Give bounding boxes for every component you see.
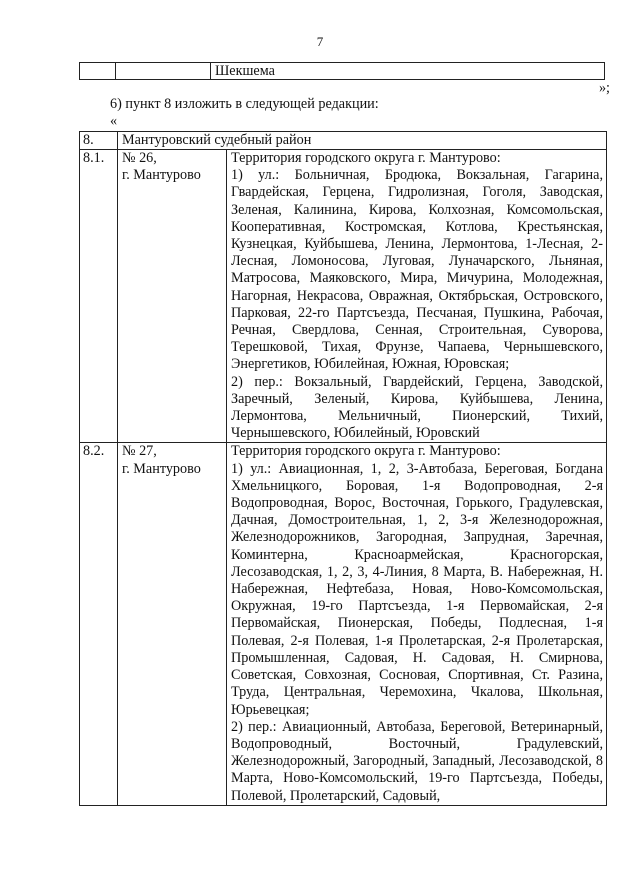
court-city: г. Мантурово bbox=[122, 167, 201, 184]
streets-list: 1) ул.: Больничная, Бродюка, Вокзальная, Гагарина, Гвардейская, Герцена, Гидролизная, Гоголя, Заводская, Зеленая, Калинина, Кирова, Колхозная, Комсомольская, Кооперативная, Костромская, Котлова, Крестьянская, Кузнецкая, Куйбышева, Ленина, Лермонтова, 1-Лесная, 2-Лесная, Ломоносова, Луговая, Луначарского, Льняная, Матросова, Маяковского, Мира, Мичурина, Молодежная, Нагорная, Некрасова, Овражная, Октябрьская, Островского, Парковая, 22-го Партсъезда, Песчаная, Пушкина, Рабочая, Речная, Свердлова, Сенная, Строительная, Суворова, Терешковой, Тихая, Фрунзе, Чапаева, Чернышевского, Энергетиков, Юбилейная, Южная, Юровская; bbox=[231, 167, 603, 373]
table-cell bbox=[116, 63, 211, 80]
table-row bbox=[80, 63, 605, 80]
lanes-list: 2) пер.: Вокзальный, Гвардейский, Герцена, Заводской, Заречный, Зеленый, Кирова, Куйбышева, Ленина, Лермонтова, Мельничный, Пионерский, Тихий, Чернышевского, Юбилейный, Юровский bbox=[231, 373, 603, 442]
table-cell bbox=[80, 63, 116, 80]
table-cell: Шекшема bbox=[211, 63, 605, 80]
table-row bbox=[80, 150, 607, 443]
row-number: 8.2. bbox=[80, 443, 118, 805]
previous-table-tail bbox=[79, 62, 605, 80]
court-city: г. Мантурово bbox=[122, 460, 201, 477]
lanes-list: 2) пер.: Авиационный, Автобаза, Береговой, Ветеринарный, Водопроводный, Восточный, Градулевский, Железнодорожный, Загородный, Западный, Лесозаводской, 8 Марта, Ново-Комсомольский, 19-го Партсъезда, Победы, Полевой, Пролетарский, Садовый, bbox=[231, 718, 603, 804]
territory-title: Территория городского округа г. Мантурово: bbox=[231, 443, 501, 460]
streets-list: 1) ул.: Авиационная, 1, 2, 3-Автобаза, Береговая, Богдана Хмельницкого, Боровая, 1-я Водопроводная, 2-я Водопроводная, Ворос, Восточная, Горького, Градулевская, Дачная, Домостроительная, 1, 2, 3-я Железнодорожная, Железнодорожников, Загородная, Запрудная, Заречная, Коминтерна, Красноармейская, Красногорская, Лесозаводская, 1, 2, 3, 4-Линия, 8 Марта, В. Набережная, Н. Набережная, Нефтебаза, Новая, Ново-Комсомольская, Окружная, 19-го Партсъезда, 1-я Первомайская, 2-я Первомайская, Пионерская, Победы, Подлесная, 1-я Полевая, 2-я Полевая, 1-я Пролетарская, 2-я Пролетарская, Промышленная, Садовая, Н. Садовая, Н. Смирнова, Советская, Совхозная, Сосновая, Спортивная, Ст. Разина, Труда, Центральная, Черемохина, Чкалова, Школьная, Юрьевецкая; bbox=[231, 460, 603, 718]
opening-quote: « bbox=[110, 113, 118, 129]
territory-cell bbox=[227, 150, 607, 443]
court-cell bbox=[118, 150, 227, 443]
page-number: 7 bbox=[316, 34, 324, 49]
table-row bbox=[80, 443, 607, 805]
territory-title: Территория городского округа г. Мантурово: bbox=[231, 150, 501, 166]
court-number: № 27, bbox=[122, 443, 157, 460]
instruction-text: 6) пункт 8 изложить в следующей редакции: bbox=[110, 96, 379, 112]
section-header-row bbox=[80, 132, 607, 150]
section-title: Мантуровский судебный район bbox=[118, 132, 607, 150]
territory-cell bbox=[227, 443, 607, 805]
closing-quote: »; bbox=[598, 80, 610, 96]
court-cell bbox=[118, 443, 227, 805]
court-districts-table bbox=[79, 131, 607, 806]
court-number: № 26, bbox=[122, 150, 157, 166]
section-number: 8. bbox=[80, 132, 118, 150]
row-number: 8.1. bbox=[80, 150, 118, 443]
